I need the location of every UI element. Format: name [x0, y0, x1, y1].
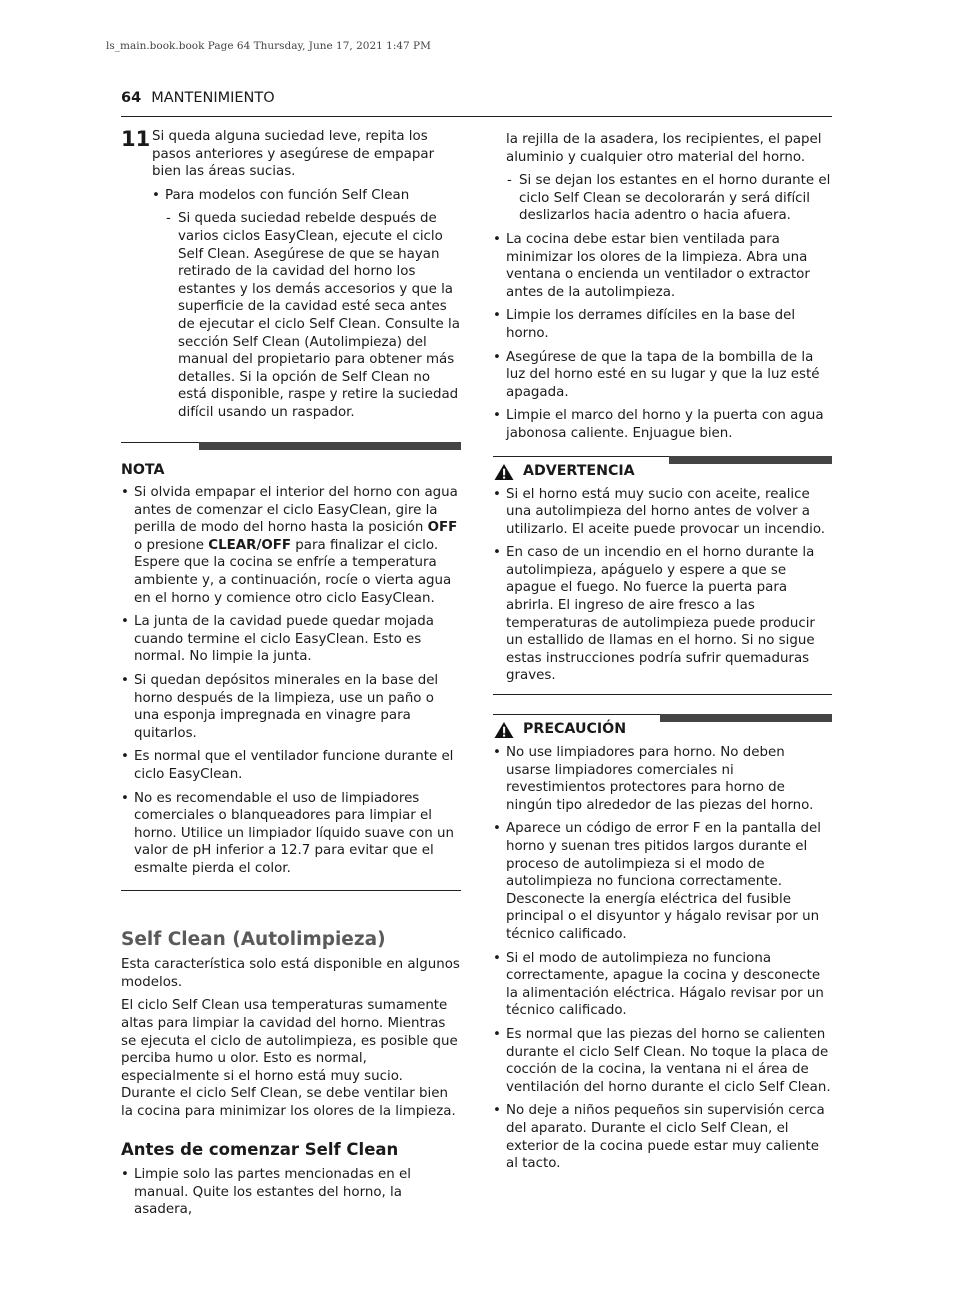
step-11 — [121, 128, 461, 428]
list-item: • Aparece un código de error F en la pantalla del horno y suenan tres pitidos largos durante el proceso de autolimpieza si el modo de autolimpieza no funciona correctamente. Desconecte la energía eléctrica del fusible principal o el disyuntor y hágalo revisar por un técnico calificado. — [493, 820, 832, 943]
list-item: • En caso de un incendio en el horno durante la autolimpieza, apáguelo y espere a que se apague el fuego. No fuerce la puerta para abrirla. El ingreso de aire fresco a las temperaturas de autolimpieza puede producir un estallido de llamas en el horno. Si no sigue estas instrucciones podría sufrir quemaduras graves. — [493, 544, 832, 685]
list-item: • Si olvida empapar el interior del horno con agua antes de comenzar el ciclo EasyClean, gire la perilla de modo del horno hasta la posición OFF o presione CLEAR/OFF para finalizar el ciclo. Espere que la cocina se enfríe a temperatura ambiente y, a continuación, rocíe o vierta agua en el horno y comience otro ciclo EasyClean. — [121, 484, 461, 607]
step-dash-list — [165, 210, 461, 421]
section-title: MANTENIMIENTO — [151, 90, 275, 106]
list-item — [152, 187, 461, 422]
list-item: • La junta de la cavidad puede quedar mojada cuando termine el ciclo EasyClean. Esto es normal. No limpie la junta. — [121, 613, 461, 666]
step-bullet-text: Para modelos con función Self Clean — [165, 187, 410, 203]
clear-off-label: CLEAR/OFF — [208, 537, 292, 553]
off-label: OFF — [427, 520, 458, 536]
nota-title: NOTA — [121, 461, 165, 478]
list-item: • No deje a niños pequeños sin supervisión cerca del aparato. Durante el ciclo Self Clean, el exterior de la cocina puede estar muy caliente al tacto. — [493, 1102, 832, 1172]
list-item: • Si el modo de autolimpieza no funciona correctamente, apague la cocina y desconecte la alimentación eléctrica. Hágalo revisar por un técnico calificado. — [493, 950, 832, 1020]
nota-list — [121, 484, 461, 877]
list-item: • Limpie solo las partes mencionadas en el manual. Quite los estantes del horno, la asadera, — [121, 1166, 461, 1219]
right-column — [493, 131, 832, 1179]
page-header — [121, 90, 832, 117]
list-item: - Si queda suciedad rebelde después de varios ciclos EasyClean, ejecute el ciclo Self Clean. Asegúrese de que se hayan retirado de la cavidad del horno los estantes y los demás accesorios y que la superficie de la cavidad esté seca antes de ejecutar el ciclo Self Clean. Consulte la sección Self Clean (Autolimpieza) del manual del propietario para obtener más detalles. Si la opción de Self Clean no está disponible, raspe y retire la suciedad difícil usando un raspador. — [165, 210, 461, 421]
precaucion-list — [493, 744, 832, 1173]
list-item: • No use limpiadores para horno. No deben usarse limpiadores comerciales ni revestimientos protectores para horno de ningún tipo alrededor de las piezas del horno. — [493, 744, 832, 814]
list-item: • Limpie el marco del horno y la puerta con agua jabonosa caliente. Enjuague bien. — [493, 407, 832, 442]
antes-list — [493, 231, 832, 443]
step-number: 11 — [121, 127, 151, 151]
antes-list-start — [121, 1166, 461, 1219]
left-column — [121, 128, 461, 1225]
nota-end-rule — [121, 890, 461, 891]
advertencia-title: ADVERTENCIA — [523, 462, 635, 479]
precaucion-bar — [493, 714, 832, 736]
list-item: • La cocina debe estar bien ventilada para minimizar los olores de la limpieza. Abra una ventana o encienda un ventilador o extractor antes de la autolimpieza. — [493, 231, 832, 301]
advertencia-bar — [493, 456, 832, 478]
antes-heading: Antes de comenzar Self Clean — [121, 1139, 399, 1159]
list-item: • Si el horno está muy sucio con aceite, realice una autolimpieza del horno antes de volver a utilizarlo. El aceite puede provocar un incendio. — [493, 486, 832, 539]
precaucion-title: PRECAUCIÓN — [523, 721, 627, 738]
advertencia-end-rule — [493, 694, 832, 695]
book-meta-line: ls_main.book.book Page 64 Thursday, June 17, 2021 1:47 PM — [106, 40, 431, 52]
step-body — [152, 128, 461, 428]
page-number: 64 — [121, 90, 142, 106]
self-clean-heading: Self Clean (Autolimpieza) — [121, 928, 386, 950]
list-item: • Si quedan depósitos minerales en la base del horno después de la limpieza, use un paño o una esponja impregnada en vinagre para quitarlos. — [121, 672, 461, 742]
list-item: • Es normal que el ventilador funcione durante el ciclo EasyClean. — [121, 748, 461, 783]
list-item: • No es recomendable el uso de limpiadores comerciales o blanqueadores para limpiar el horno. Utilice un limpiador líquido suave con un valor de pH inferior a 12.7 para evitar que el esmalte pierda el color. — [121, 790, 461, 878]
advertencia-list — [493, 486, 832, 686]
step-text: Si queda alguna suciedad leve, repita los pasos anteriores y asegúrese de empapar bien las áreas sucias. — [152, 129, 435, 180]
antes-bullet-continued: la rejilla de la asadera, los recipientes, el papel aluminio y cualquier otro material del horno. — [506, 132, 822, 165]
list-item: • Limpie los derrames difíciles en la base del horno. — [493, 307, 832, 342]
antes-dash-list — [493, 172, 832, 225]
self-clean-para-1: Esta característica solo está disponible en algunos modelos. — [121, 957, 460, 990]
nota-bar — [121, 442, 461, 462]
list-item: - Si se dejan los estantes en el horno durante el ciclo Self Clean se decolorarán y será difícil deslizarlos hacia adentro o hacia afuera. — [506, 172, 832, 225]
list-item: • Asegúrese de que la tapa de la bombilla de la luz del horno esté en su lugar y que la luz esté apagada. — [493, 349, 832, 402]
self-clean-para-2: El ciclo Self Clean usa temperaturas sumamente altas para limpiar la cavidad del horno. Mientras se ejecuta el ciclo de autolimpieza, es posible que perciba humo u olor. Esto es normal, especialmente si el horno está muy sucio. Durante el ciclo Self Clean, se debe ventilar bien la cocina para minimizar los olores de la limpieza. — [121, 998, 458, 1119]
step-bullet-list — [152, 187, 461, 422]
list-item: • Es normal que las piezas del horno se calienten durante el ciclo Self Clean. No toque la placa de cocción de la cocina, la ventana ni el área de ventilación del horno durante el ciclo Self Clean. — [493, 1026, 832, 1096]
